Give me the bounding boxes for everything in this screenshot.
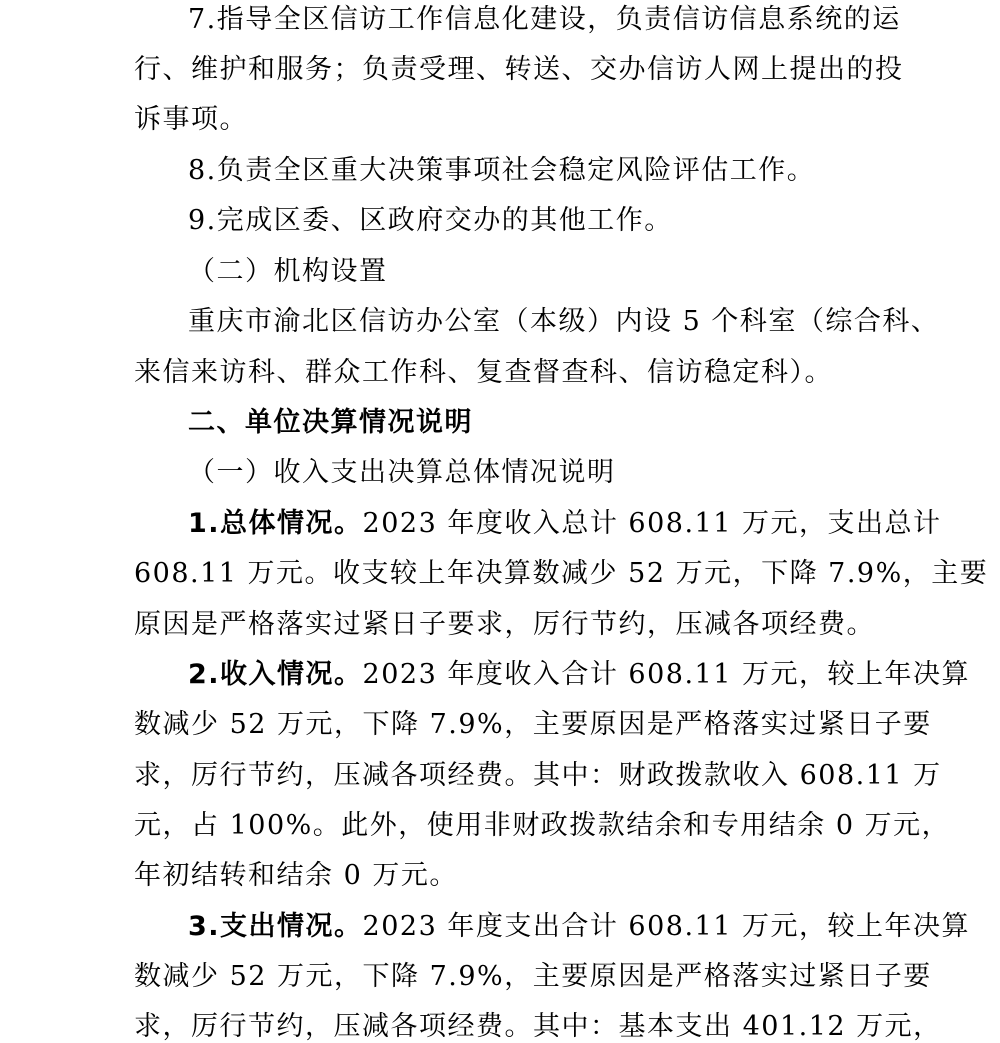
income-line-1 (188, 659, 970, 691)
org-paragraph-line-2: 来信来访科、群众工作科、复查督查科、信访稳定科）。 (134, 357, 833, 388)
income-label: 2.收入情况。 (188, 659, 363, 690)
expense-label: 3.支出情况。 (188, 911, 363, 942)
income-line-3: 求，厉行节约，压减各项经费。其中：财政拨款收入 608.11 万 (134, 760, 942, 791)
overall-line-2: 608.11 万元。收支较上年决算数减少 52 万元，下降 7.9%，主要 (134, 558, 989, 589)
sub-heading-income-expense: （一）收入支出决算总体情况说明 (188, 457, 616, 488)
expense-line-1-text: 2023 年度支出合计 608.11 万元，较上年决算 (362, 911, 970, 942)
org-paragraph-line-1: 重庆市渝北区信访办公室（本级）内设 5 个科室（综合科、 (188, 306, 940, 337)
overall-line-1-text: 2023 年度收入总计 608.11 万元，支出总计 (362, 508, 942, 539)
income-line-4: 元，占 100%。此外，使用非财政拨款结余和专用结余 0 万元， (134, 810, 951, 841)
paragraph-7-line-2: 行、维护和服务；负责受理、转送、交办信访人网上提出的投 (134, 54, 904, 85)
expense-line-1 (188, 911, 970, 943)
income-line-5: 年初结转和结余 0 万元。 (134, 860, 458, 891)
income-line-2: 数减少 52 万元，下降 7.9%，主要原因是严格落实过紧日子要 (134, 709, 932, 740)
paragraph-7-line-1: 7.指导全区信访工作信息化建设，负责信访信息系统的运 (188, 4, 901, 35)
overall-line-1 (188, 508, 941, 540)
overall-line-3: 原因是严格落实过紧日子要求，厉行节约，压减各项经费。 (134, 609, 875, 640)
expense-line-2: 数减少 52 万元，下降 7.9%，主要原因是严格落实过紧日子要 (134, 961, 932, 992)
income-line-1-text: 2023 年度收入合计 608.11 万元，较上年决算 (362, 659, 970, 690)
overall-label: 1.总体情况。 (188, 508, 363, 539)
section-heading-2: 二、单位决算情况说明 (188, 407, 473, 438)
paragraph-7-line-3: 诉事项。 (134, 104, 248, 135)
paragraph-9: 9.完成区委、区政府交办的其他工作。 (188, 205, 673, 236)
sub-heading-org-setup: （二）机构设置 (188, 256, 388, 287)
paragraph-8: 8.负责全区重大决策事项社会稳定风险评估工作。 (188, 155, 816, 186)
expense-line-3: 求，厉行节约，压减各项经费。其中：基本支出 401.12 万元， (134, 1011, 942, 1042)
